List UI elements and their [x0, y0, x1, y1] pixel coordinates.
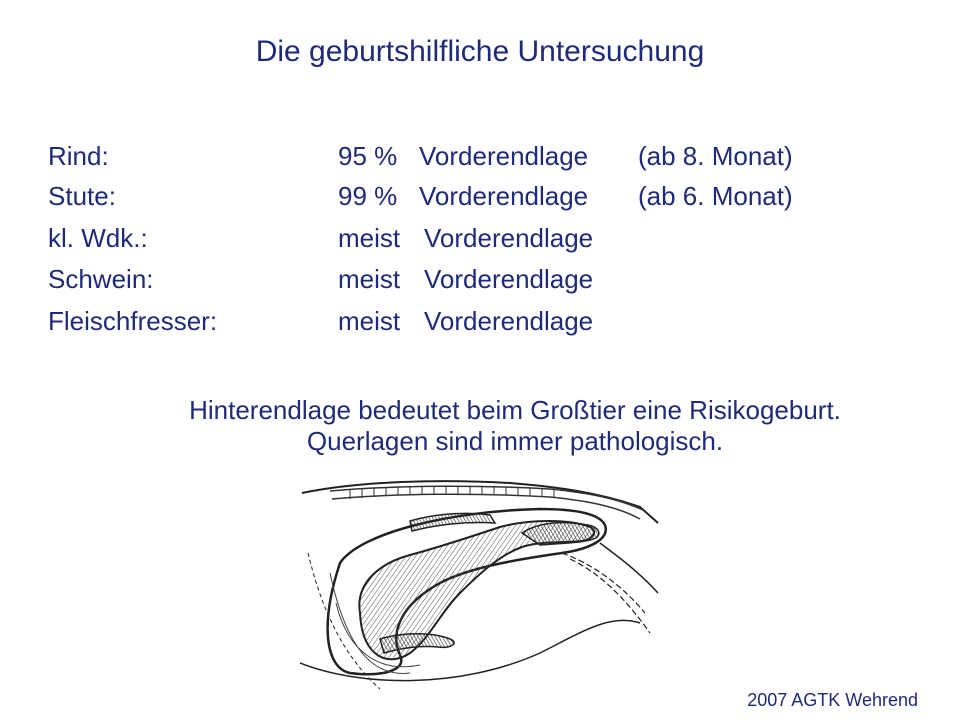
frequency-word: meist — [338, 306, 401, 336]
gestation-age: (ab 6. Monat) — [638, 181, 793, 211]
birth-canal — [562, 553, 650, 633]
copyright-footer: 2007 AGTK Wehrend — [747, 690, 918, 710]
percentage: 99 % — [338, 181, 398, 211]
percentage: 95 % — [338, 141, 398, 171]
frequency-word: meist — [338, 264, 401, 294]
fetus-in-utero-illustration — [300, 463, 660, 691]
note-querlagen: Querlagen sind immer pathologisch. — [306, 426, 724, 456]
fetal-position: Vorderendlage — [424, 264, 594, 294]
slide-title: Die geburtshilfliche Untersuchung — [255, 35, 705, 68]
gestation-age: (ab 8. Monat) — [638, 141, 793, 171]
fetus-hindlegs — [380, 634, 454, 653]
species-label: Fleischfresser: — [48, 306, 218, 336]
species-label: Rind: — [48, 141, 109, 171]
note-hinterendlage: Hinterendlage bedeutet beim Großtier eine Risikogeburt. — [189, 395, 841, 425]
fetal-position: Vorderendlage — [424, 306, 594, 336]
fetal-position: Vorderendlage — [419, 141, 589, 171]
species-label: Schwein: — [48, 264, 154, 294]
species-label: Stute: — [48, 181, 116, 211]
fetal-position: Vorderendlage — [419, 181, 589, 211]
fetus-illustration-svg — [300, 463, 660, 691]
maternal-abdomen — [300, 620, 640, 680]
species-label: kl. Wdk.: — [48, 223, 148, 253]
fetal-position: Vorderendlage — [424, 223, 594, 253]
fetus-forelegs — [410, 513, 495, 531]
frequency-word: meist — [338, 223, 401, 253]
